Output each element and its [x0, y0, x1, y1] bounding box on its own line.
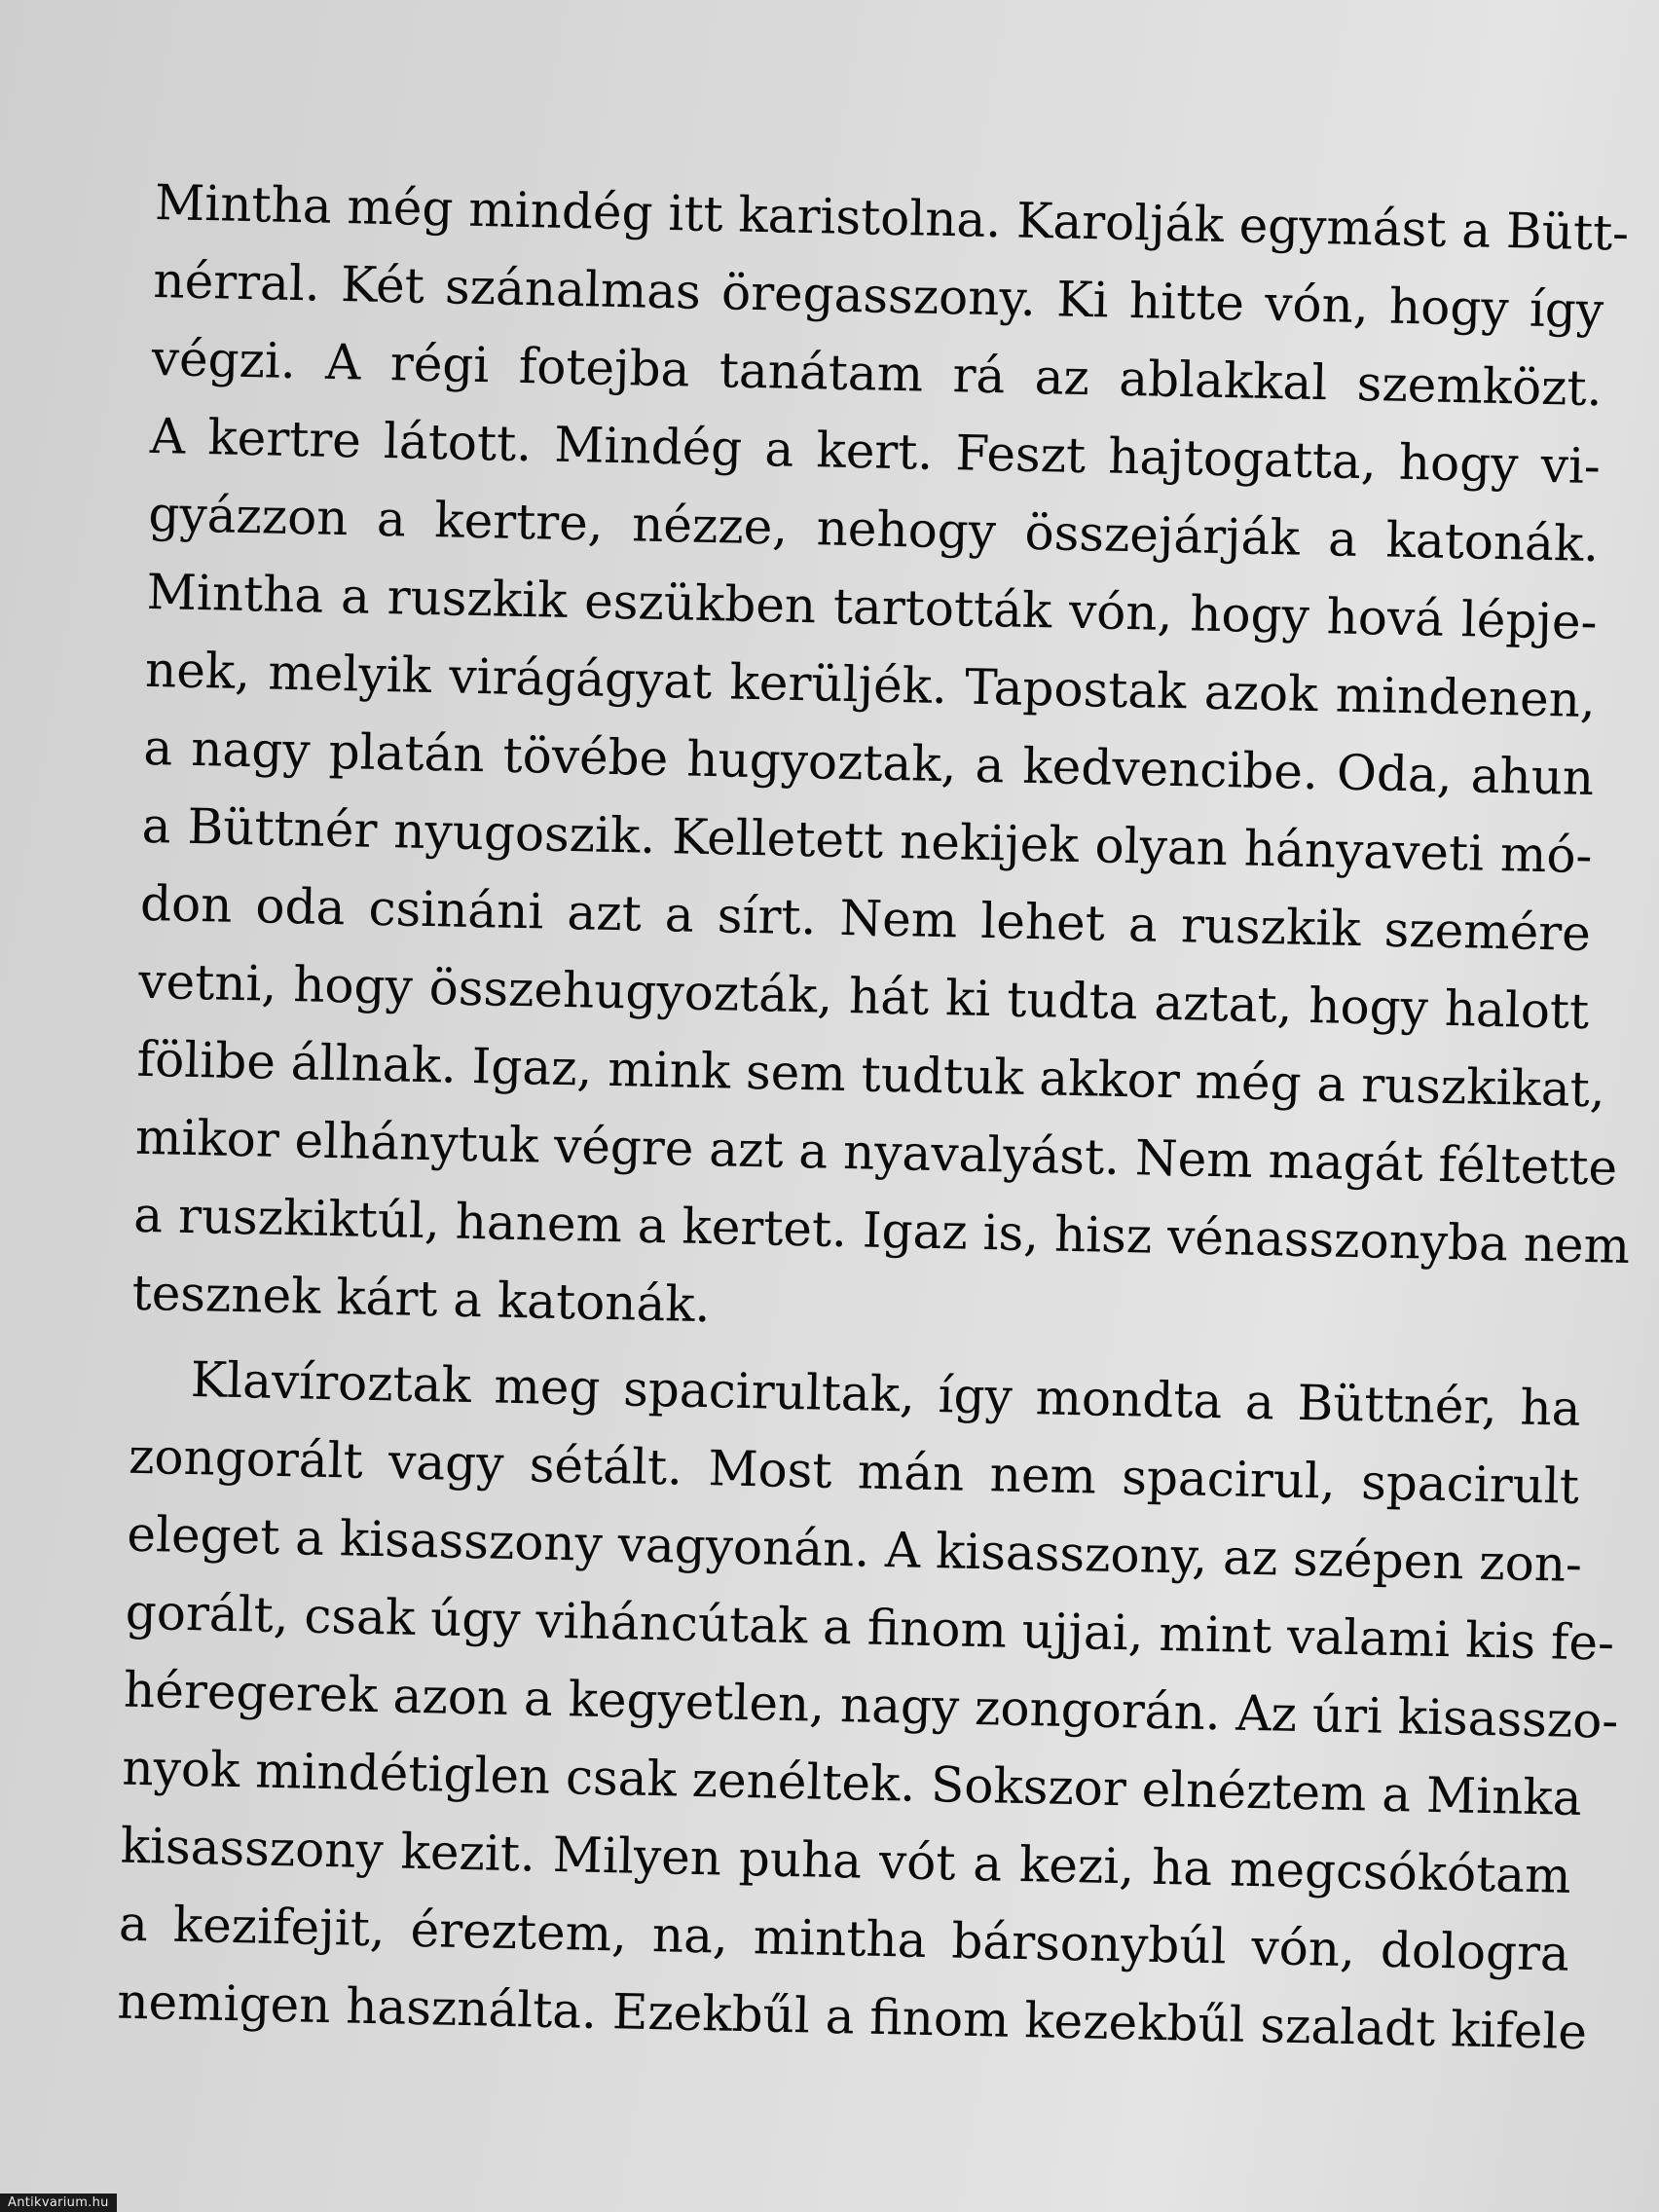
text-line: nek, melyik virágágyat kerüljék. Tapostak azok mindenen, — [144, 641, 1597, 729]
text-line: a kezifejit, éreztem, na, mintha bársonybúl vón, dologra — [118, 1895, 1570, 1982]
text-line: Klavíroztak meg spacirultak, így mondta a Büttnér, ha — [190, 1351, 1582, 1437]
text-line: fölibe állnak. Igaz, mink sem tudtuk akkor még a ruszkikat, — [136, 1030, 1606, 1119]
text-line: Mintha a ruszkik eszükben tartották vón, hogy hová lépje- — [146, 563, 1599, 651]
watermark-label: Antikvarium.hu — [0, 2194, 117, 2212]
text-line: Mintha még mindég itt karistolna. Karolják egymást a Bütt- — [154, 173, 1630, 262]
text-line: nérral. Két szánalmas öregasszony. Ki hitte vón, hogy így — [152, 251, 1604, 340]
text-line: nemigen használta. Ezekbűl a finom kezekbűl szaladt kifele — [116, 1972, 1588, 2061]
text-line: zongorált vagy sétált. Most mán nem spacirul, spacirult — [128, 1427, 1580, 1515]
text-line: héregerek azon a kegyetlen, nagy zongorán. Az úri kisasszo- — [123, 1661, 1619, 1750]
text-line: végzi. A régi fotejba tanátam rá az ablakkal szemközt. — [151, 329, 1604, 418]
text-line: a Büttnér nyugoszik. Kelletett nekijek olyan hányaveti mó- — [141, 796, 1594, 885]
text-line: gorált, csak úgy viháncútak a finom ujjai, mint valami kis fe- — [125, 1583, 1615, 1672]
text-line: kisasszony kezit. Milyen puha vót a kezi, ha megcsókótam — [120, 1817, 1572, 1904]
paragraph-2 — [116, 1340, 1619, 2071]
text-line: nyok mindétiglen csak zenéltek. Sokszor elnéztem a Minka — [121, 1739, 1583, 1827]
text-line: mikor elhánytuk végre azt a nyavalyást. Nem magát féltette — [134, 1108, 1618, 1197]
text-line: a ruszkiktúl, hanem a kertet. Igaz is, hisz vénasszonyba nem — [132, 1186, 1631, 1274]
text-line: tesznek kárt a katonák. — [131, 1264, 712, 1334]
text-line: a nagy platán tövébe hugyoztak, a kedvencibe. Oda, ahun — [142, 719, 1595, 807]
text-line: vetni, hogy összehugyozták, hát ki tudta aztat, hogy halott — [137, 952, 1590, 1041]
text-line: don oda csináni azt a sírt. Nem lehet a ruszkik szemére — [139, 874, 1592, 963]
page-body — [116, 164, 1631, 2071]
text-line: A kertre látott. Mindég a kert. Feszt hajtogatta, hogy vi- — [149, 407, 1602, 496]
text-line: gyázzon a kertre, nézze, nehogy összejárják a katonák. — [147, 485, 1600, 573]
paragraph-1 — [131, 164, 1631, 1362]
text-line: eleget a kisasszony vagyonán. A kisasszony, az szépen zon- — [126, 1505, 1583, 1593]
